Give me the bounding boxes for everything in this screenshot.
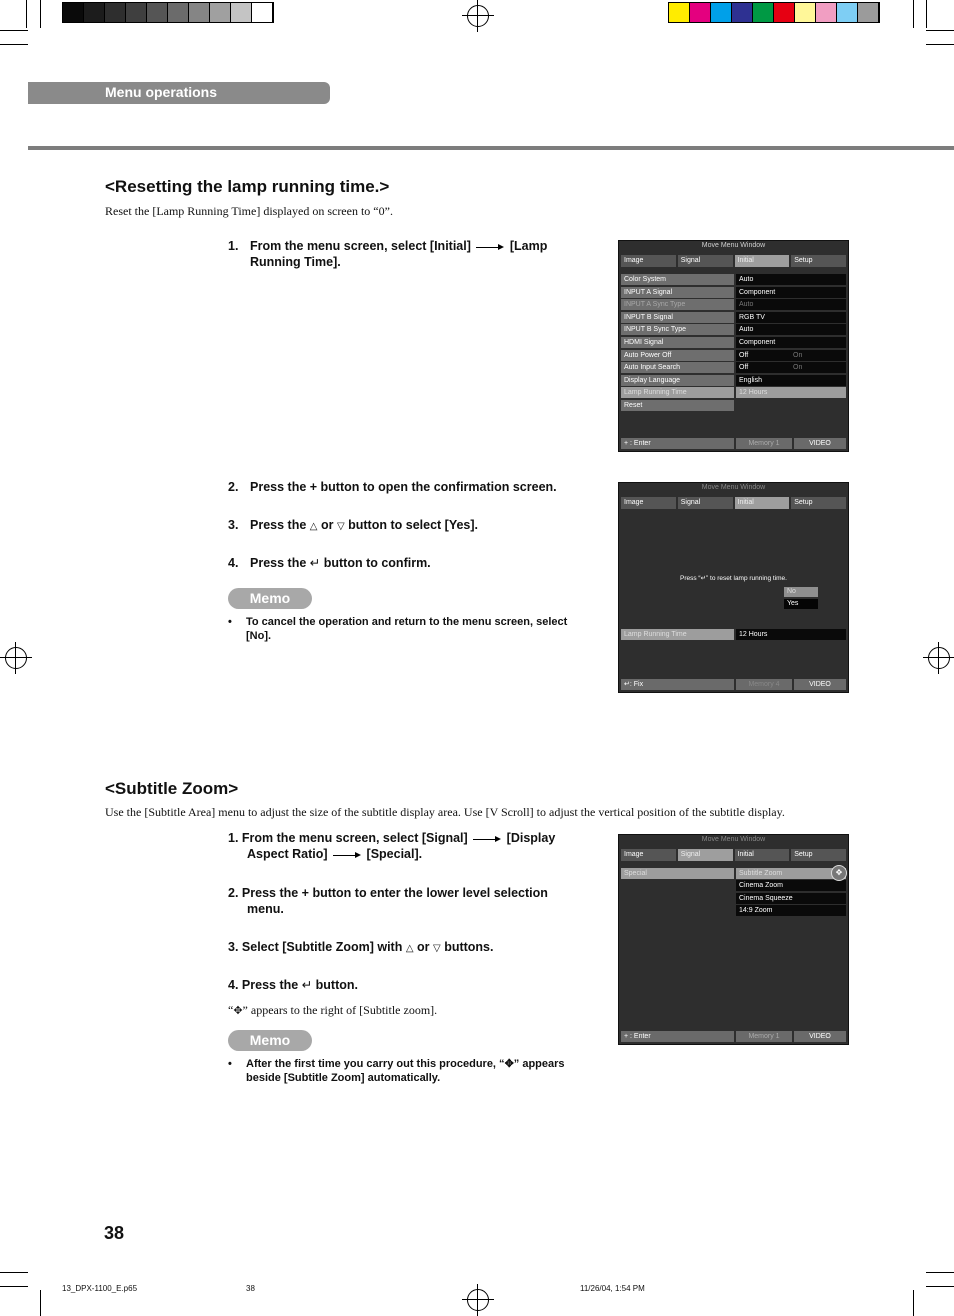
subtitle-step-4: 4. Press the ↵ button. <box>228 978 358 992</box>
enter-return-icon: ↵ <box>624 681 630 688</box>
page-number: 38 <box>104 1223 125 1243</box>
osd-menu-row[interactable] <box>621 362 846 373</box>
osd-tab[interactable]: Initial <box>735 497 790 509</box>
grayscale-calibration-bar <box>62 2 274 23</box>
osd-menu-row[interactable] <box>621 337 846 348</box>
osd-foot-source: VIDEO <box>794 679 846 690</box>
registration-mark-right <box>928 647 950 669</box>
lamp-section-title: <Resetting the lamp running time.> <box>105 177 390 196</box>
footer-file: 13_DPX-1100_E.p65 <box>62 1284 138 1293</box>
subtitle-memo-badge: Memo <box>228 1030 312 1051</box>
osd-foot-fix: ↵: Fix <box>621 679 734 690</box>
osd-tab[interactable]: Signal <box>678 497 733 509</box>
calibration-swatch <box>84 3 105 22</box>
calibration-swatch <box>126 3 147 22</box>
osd-reset-prompt: Press “↵” to reset lamp running time. <box>680 575 787 582</box>
osd-row-label: Lamp Running Time <box>621 629 734 640</box>
enter-return-icon: ↵ <box>301 978 313 992</box>
calibration-swatch <box>63 3 84 22</box>
calibration-swatch <box>189 3 210 22</box>
osd-menu-row[interactable] <box>621 350 846 361</box>
osd-option[interactable]: Cinema Zoom <box>736 880 846 891</box>
osd-menu-row[interactable] <box>621 274 846 285</box>
footer-date: 11/26/04, 1:54 PM <box>580 1284 645 1293</box>
osd-row-value: Off On <box>736 350 846 361</box>
osd-row-value: Component <box>736 287 846 298</box>
osd-menu-row[interactable] <box>621 287 846 298</box>
osd-foot-source: VIDEO <box>794 438 846 449</box>
osd-row-label: Auto Input Search <box>621 362 734 373</box>
osd-row-value: Off On <box>736 362 846 373</box>
arrow-right-icon <box>473 835 501 843</box>
osd-menu-row[interactable] <box>621 299 846 310</box>
color-calibration-bar <box>668 2 880 23</box>
subtitle-section-title: <Subtitle Zoom> <box>105 779 239 798</box>
calibration-swatch <box>210 3 231 22</box>
lamp-step-4: 4. Press the ↵ button to confirm. <box>228 556 431 570</box>
osd-row-label: INPUT B Signal <box>621 312 734 323</box>
enter-return-icon: ↵ <box>309 556 321 570</box>
calibration-swatch <box>774 3 795 22</box>
osd-row-label: HDMI Signal <box>621 337 734 348</box>
osd-menu-row[interactable] <box>621 375 846 386</box>
osd-tab[interactable]: Setup <box>791 849 846 861</box>
osd-option[interactable]: 14:9 Zoom <box>736 905 846 916</box>
move-cross-icon: ✥ <box>831 865 847 881</box>
calibration-swatch <box>231 3 252 22</box>
lamp-intro: Reset the [Lamp Running Time] displayed on screen to “0”. <box>105 204 393 218</box>
registration-mark-top <box>467 5 489 27</box>
osd-menu-row[interactable] <box>621 324 846 335</box>
osd-initial-menu <box>618 240 849 452</box>
lamp-step-1: 1. From the menu screen, select [Initial] [Lamp Running Time]. <box>228 239 548 269</box>
osd-tab[interactable]: Image <box>621 849 676 861</box>
registration-mark-bottom <box>467 1289 489 1311</box>
calibration-swatch <box>690 3 711 22</box>
osd-menu-row[interactable] <box>621 387 846 398</box>
osd-tab[interactable]: Image <box>621 497 676 509</box>
osd-row-label: Special <box>621 868 734 879</box>
calibration-swatch <box>168 3 189 22</box>
osd-row-label: INPUT A Signal <box>621 287 734 298</box>
osd-menu-row[interactable] <box>621 312 846 323</box>
osd-lamp-reset-confirm <box>618 482 849 693</box>
calibration-swatch <box>105 3 126 22</box>
section-header: Menu operations <box>105 84 218 100</box>
down-triangle-icon: ▽ <box>433 943 441 954</box>
registration-mark-left <box>5 647 27 669</box>
osd-row-value: 12 Hours <box>736 387 846 398</box>
osd-option-yes[interactable]: Yes <box>784 599 818 609</box>
osd-row-label: INPUT A Sync Type <box>621 299 734 310</box>
calibration-swatch <box>816 3 837 22</box>
osd-row-value: Component <box>736 337 846 348</box>
osd-tab[interactable]: Initial <box>735 255 790 267</box>
osd-row-label: INPUT B Sync Type <box>621 324 734 335</box>
osd-option[interactable]: Subtitle Zoom <box>736 868 846 879</box>
osd-row-value: RGB TV <box>736 312 846 323</box>
footer-page: 38 <box>246 1284 255 1293</box>
osd-tab[interactable]: Signal <box>678 255 733 267</box>
calibration-swatch <box>669 3 690 22</box>
subtitle-step-3: 3. Select [Subtitle Zoom] with △ or ▽ buttons. <box>228 940 494 954</box>
lamp-memo-note: • To cancel the operation and return to the menu screen, select [No]. <box>228 616 568 642</box>
osd-tab[interactable]: Setup <box>791 497 846 509</box>
osd-row-value: Auto <box>736 324 846 335</box>
osd-row-value: Auto <box>736 274 846 285</box>
osd-title: Move Menu Window <box>701 242 766 249</box>
calibration-swatch <box>252 3 273 22</box>
arrow-right-icon <box>333 851 361 859</box>
calibration-swatch <box>837 3 858 22</box>
calibration-swatch <box>858 3 879 22</box>
subtitle-step-1: 1. From the menu screen, select [Signal] [Display Aspect Ratio] [Special]. <box>228 831 556 861</box>
osd-row-value: 12 Hours <box>736 629 846 640</box>
calibration-swatch <box>147 3 168 22</box>
osd-option-no[interactable]: No <box>784 587 818 597</box>
osd-row-value: English <box>736 375 846 386</box>
osd-menu-row[interactable] <box>621 400 846 411</box>
osd-row-label: Lamp Running Time <box>621 387 734 398</box>
osd-row-label: Auto Power Off <box>621 350 734 361</box>
osd-tab[interactable]: Signal <box>678 849 733 861</box>
osd-title: Move Menu Window <box>701 836 766 843</box>
osd-row-label: Color System <box>621 274 734 285</box>
subtitle-note: “✥” appears to the right of [Subtitle zoom]. <box>228 1003 438 1017</box>
calibration-swatch <box>711 3 732 22</box>
calibration-swatch <box>732 3 753 22</box>
osd-row-value: Auto <box>736 299 846 310</box>
osd-option[interactable]: Cinema Squeeze <box>736 893 846 904</box>
osd-row-label: Display Language <box>621 375 734 386</box>
osd-tab[interactable]: Initial <box>735 849 790 861</box>
move-cross-icon: ✥ <box>504 1058 514 1070</box>
calibration-swatch <box>795 3 816 22</box>
up-triangle-icon: △ <box>309 521 318 532</box>
osd-tab[interactable]: Image <box>621 255 676 267</box>
osd-foot-enter: + : Enter <box>621 438 734 449</box>
osd-foot-memory: Memory 1 <box>736 1031 792 1042</box>
osd-foot-enter: + : Enter <box>621 1031 734 1042</box>
subtitle-step-2: 2. Press the + button to enter the lower level selection menu. <box>228 886 548 916</box>
arrow-right-icon <box>476 243 504 251</box>
osd-foot-memory: Memory 1 <box>736 438 792 449</box>
header-rule <box>28 146 954 150</box>
lamp-memo-badge: Memo <box>228 588 312 609</box>
subtitle-intro: Use the [Subtitle Area] menu to adjust the size of the subtitle display area. Use [V Scroll] to adjust the vertical position of the subtitle display. <box>105 805 785 819</box>
subtitle-memo-note: • After the first time you carry out this procedure, “✥” appears beside [Subtitle Zoom] automatically. <box>228 1058 565 1084</box>
enter-return-icon: ↵ <box>700 575 707 582</box>
osd-tab[interactable]: Setup <box>791 255 846 267</box>
osd-special-aspect-menu <box>618 834 849 1045</box>
osd-title: Move Menu Window <box>701 484 766 491</box>
osd-row-label: Reset <box>621 400 734 411</box>
osd-foot-source: VIDEO <box>794 1031 846 1042</box>
down-triangle-icon: ▽ <box>336 521 345 532</box>
lamp-step-3: 3. Press the △ or ▽ button to select [Yes]. <box>228 518 479 532</box>
osd-foot-memory: Memory 4 <box>736 679 792 690</box>
lamp-step-2: 2. Press the + button to open the confirmation screen. <box>228 480 557 494</box>
calibration-swatch <box>753 3 774 22</box>
move-cross-icon: ✥ <box>233 1005 243 1017</box>
up-triangle-icon: △ <box>405 943 414 954</box>
